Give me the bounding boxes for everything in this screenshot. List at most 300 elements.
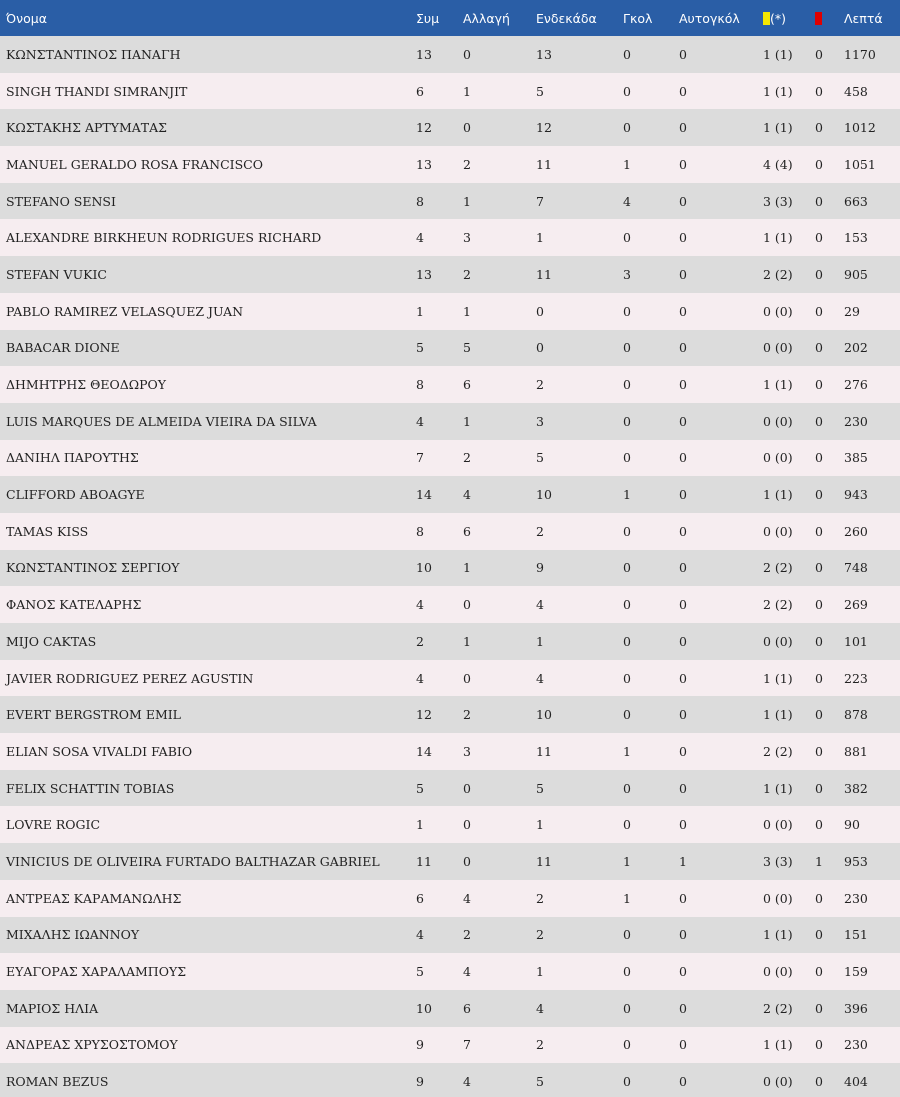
red-cards-cell: 0 [815,927,823,943]
table-row[interactable] [0,366,900,403]
yellow-cards-cell: 0 (0) [763,523,793,539]
table-row[interactable] [0,36,900,73]
table-row[interactable] [0,1027,900,1064]
yellow-cards-cell: 2 (2) [763,266,793,282]
appearances-cell: 12 [416,707,432,723]
table-header-row [0,0,900,36]
table-row[interactable] [0,73,900,110]
red-cards-cell: 1 [815,853,823,869]
red-cards-cell: 0 [815,120,823,136]
starting-cell: 1 [536,817,544,833]
red-cards-cell: 0 [815,450,823,466]
goals-cell: 0 [623,817,631,833]
player-name: ΜΙΧΑΛΗΣ ΙΩΑΝΝΟΥ [6,927,140,943]
goals-cell: 0 [623,964,631,980]
table-row[interactable] [0,476,900,513]
yellow-cards-cell: 0 (0) [763,413,793,429]
appearances-cell: 13 [416,266,432,282]
yellow-cards-cell: 1 (1) [763,780,793,796]
table-row[interactable] [0,770,900,807]
table-row[interactable] [0,440,900,477]
goals-cell: 3 [623,266,631,282]
minutes-cell: 396 [844,1000,868,1016]
player-name: STEFAN VUKIC [6,266,107,282]
appearances-cell: 6 [416,83,424,99]
minutes-cell: 953 [844,853,868,869]
red-cards-cell: 0 [815,817,823,833]
minutes-cell: 1170 [844,46,876,62]
appearances-cell: 5 [416,780,424,796]
table-row[interactable] [0,183,900,220]
own-goals-cell: 0 [679,450,687,466]
player-name: ELIAN SOSA VIVALDI FABIO [6,743,193,759]
goals-cell: 0 [623,780,631,796]
goals-cell: 0 [623,560,631,576]
substitutions-cell: 5 [463,340,471,356]
appearances-cell: 10 [416,560,432,576]
minutes-cell: 382 [844,780,868,796]
own-goals-cell: 0 [679,780,687,796]
yellow-cards-cell: 0 (0) [763,964,793,980]
header-yellow-cards[interactable] [757,0,809,36]
substitutions-cell: 0 [463,597,471,613]
goals-cell: 4 [623,193,631,209]
header-red-cards[interactable] [809,0,838,36]
substitutions-cell: 2 [463,450,471,466]
minutes-cell: 269 [844,597,868,613]
yellow-cards-cell: 1 (1) [763,1037,793,1053]
red-cards-cell: 0 [815,523,823,539]
own-goals-cell: 0 [679,377,687,393]
yellow-cards-cell: 2 (2) [763,560,793,576]
starting-cell: 4 [536,597,544,613]
goals-cell: 0 [623,1000,631,1016]
table-row[interactable] [0,843,900,880]
goals-cell: 1 [623,853,631,869]
own-goals-cell: 0 [679,560,687,576]
yellow-cards-cell: 0 (0) [763,633,793,649]
starting-cell: 5 [536,1074,544,1090]
starting-cell: 2 [536,927,544,943]
goals-cell: 1 [623,156,631,172]
goals-cell: 0 [623,46,631,62]
starting-cell: 3 [536,413,544,429]
substitutions-cell: 1 [463,560,471,576]
minutes-cell: 1012 [844,120,876,136]
red-cards-cell: 0 [815,560,823,576]
red-cards-cell: 0 [815,780,823,796]
table-row[interactable] [0,513,900,550]
own-goals-cell: 0 [679,707,687,723]
appearances-cell: 4 [416,670,424,686]
starting-cell: 10 [536,707,552,723]
minutes-cell: 905 [844,266,868,282]
own-goals-cell: 0 [679,340,687,356]
own-goals-cell: 0 [679,1074,687,1090]
table-row[interactable] [0,586,900,623]
appearances-cell: 10 [416,1000,432,1016]
player-name: TAMAS KISS [6,523,89,539]
player-name: PABLO RAMIREZ VELASQUEZ JUAN [6,303,244,319]
table-row[interactable] [0,109,900,146]
table-row[interactable] [0,623,900,660]
substitutions-cell: 4 [463,1074,471,1090]
substitutions-cell: 6 [463,523,471,539]
minutes-cell: 1051 [844,156,876,172]
table-row[interactable] [0,550,900,587]
player-name: MANUEL GERALDO ROSA FRANCISCO [6,156,263,172]
table-row[interactable] [0,953,900,990]
appearances-cell: 4 [416,413,424,429]
goals-cell: 0 [623,83,631,99]
minutes-cell: 159 [844,964,868,980]
substitutions-cell: 4 [463,890,471,906]
table-row[interactable] [0,990,900,1027]
table-row[interactable] [0,256,900,293]
starting-cell: 13 [536,46,552,62]
player-name: ΚΩΝΣΤΑΝΤΙΝΟΣ ΠΑΝΑΓΗ [6,46,181,62]
own-goals-cell: 0 [679,743,687,759]
minutes-cell: 223 [844,670,868,686]
own-goals-cell: 0 [679,230,687,246]
minutes-cell: 90 [844,817,860,833]
red-cards-cell: 0 [815,266,823,282]
starting-cell: 1 [536,230,544,246]
red-cards-cell: 0 [815,377,823,393]
minutes-cell: 230 [844,1037,868,1053]
player-name: ALEXANDRE BIRKHEUN RODRIGUES RICHARD [6,230,322,246]
substitutions-cell: 0 [463,853,471,869]
table-row[interactable] [0,806,900,843]
starting-cell: 11 [536,266,552,282]
appearances-cell: 13 [416,46,432,62]
substitutions-cell: 3 [463,743,471,759]
starting-cell: 12 [536,120,552,136]
goals-cell: 0 [623,670,631,686]
yellow-cards-cell: 2 (2) [763,743,793,759]
player-name: FELIX SCHATTIN TOBIAS [6,780,175,796]
goals-cell: 1 [623,743,631,759]
minutes-cell: 276 [844,377,868,393]
own-goals-cell: 0 [679,413,687,429]
own-goals-cell: 0 [679,487,687,503]
substitutions-cell: 3 [463,230,471,246]
starting-cell: 4 [536,1000,544,1016]
player-name: STEFANO SENSI [6,193,116,209]
substitutions-cell: 0 [463,120,471,136]
substitutions-cell: 4 [463,964,471,980]
red-cards-cell: 0 [815,1037,823,1053]
player-name: ΦΑΝΟΣ ΚΑΤΕΛΑΡΗΣ [6,597,142,613]
substitutions-cell: 2 [463,707,471,723]
yellow-cards-cell: 3 (3) [763,193,793,209]
appearances-cell: 6 [416,890,424,906]
goals-cell: 0 [623,523,631,539]
table-row[interactable] [0,917,900,954]
red-cards-cell: 0 [815,743,823,759]
player-name: CLIFFORD ABOAGYE [6,487,145,503]
appearances-cell: 8 [416,377,424,393]
yellow-cards-cell: 0 (0) [763,817,793,833]
own-goals-cell: 0 [679,1000,687,1016]
own-goals-cell: 0 [679,597,687,613]
player-name: BABACAR DIONE [6,340,120,356]
table-row[interactable] [0,696,900,733]
own-goals-cell: 1 [679,853,687,869]
starting-cell: 5 [536,83,544,99]
yellow-suffix: (*) [770,10,787,26]
appearances-cell: 4 [416,927,424,943]
appearances-cell: 1 [416,303,424,319]
minutes-cell: 29 [844,303,860,319]
player-name: EVERT BERGSTROM EMIL [6,707,181,723]
appearances-cell: 4 [416,230,424,246]
red-cards-cell: 0 [815,1074,823,1090]
goals-cell: 0 [623,633,631,649]
starting-cell: 11 [536,156,552,172]
red-cards-cell: 0 [815,156,823,172]
minutes-cell: 663 [844,193,868,209]
red-cards-cell: 0 [815,193,823,209]
yellow-cards-cell: 1 (1) [763,707,793,723]
minutes-cell: 153 [844,230,868,246]
player-name: MIJO CAKTAS [6,633,97,649]
goals-cell: 0 [623,707,631,723]
own-goals-cell: 0 [679,1037,687,1053]
red-cards-cell: 0 [815,487,823,503]
red-cards-cell: 0 [815,670,823,686]
yellow-cards-cell: 2 (2) [763,597,793,613]
header-substitutions[interactable]: Αλλαγή [463,10,510,26]
substitutions-cell: 0 [463,46,471,62]
header-name[interactable]: Όνομα [6,10,47,26]
goals-cell: 0 [623,413,631,429]
appearances-cell: 5 [416,964,424,980]
player-name: ΑΝΔΡΕΑΣ ΧΡΥΣΟΣΤΟΜΟΥ [6,1037,178,1053]
own-goals-cell: 0 [679,156,687,172]
substitutions-cell: 1 [463,303,471,319]
player-name: ΔΗΜΗΤΡΗΣ ΘΕΟΔΩΡΟΥ [6,377,167,393]
table-row[interactable] [0,293,900,330]
player-name: JAVIER RODRIGUEZ PEREZ AGUSTIN [6,670,254,686]
goals-cell: 0 [623,303,631,319]
goals-cell: 0 [623,120,631,136]
appearances-cell: 1 [416,817,424,833]
goals-cell: 0 [623,927,631,943]
own-goals-cell: 0 [679,83,687,99]
minutes-cell: 151 [844,927,868,943]
substitutions-cell: 6 [463,1000,471,1016]
player-name: ΑΝΤΡΕΑΣ ΚΑΡΑΜΑΝΩΛΗΣ [6,890,182,906]
header-own-goals[interactable]: Αυτογκόλ [679,10,740,26]
table-row[interactable] [0,1063,900,1097]
own-goals-cell: 0 [679,120,687,136]
minutes-cell: 385 [844,450,868,466]
goals-cell: 0 [623,450,631,466]
starting-cell: 5 [536,780,544,796]
appearances-cell: 13 [416,156,432,172]
own-goals-cell: 0 [679,303,687,319]
yellow-cards-cell: 0 (0) [763,890,793,906]
minutes-cell: 458 [844,83,868,99]
substitutions-cell: 7 [463,1037,471,1053]
red-cards-cell: 0 [815,340,823,356]
starting-cell: 0 [536,303,544,319]
own-goals-cell: 0 [679,633,687,649]
red-cards-cell: 0 [815,633,823,649]
substitutions-cell: 2 [463,266,471,282]
substitutions-cell: 1 [463,193,471,209]
red-cards-cell: 0 [815,303,823,319]
yellow-cards-cell: 0 (0) [763,303,793,319]
player-name: ΚΩΝΣΤΑΝΤΙΝΟΣ ΣΕΡΓΙΟΥ [6,560,180,576]
red-cards-cell: 0 [815,413,823,429]
appearances-cell: 8 [416,523,424,539]
appearances-cell: 9 [416,1037,424,1053]
substitutions-cell: 4 [463,487,471,503]
substitutions-cell: 0 [463,780,471,796]
starting-cell: 7 [536,193,544,209]
table-row[interactable] [0,219,900,256]
player-name: ROMAN BEZUS [6,1074,109,1090]
substitutions-cell: 2 [463,927,471,943]
player-name: VINICIUS DE OLIVEIRA FURTADO BALTHAZAR GABRIEL [6,853,380,869]
starting-cell: 10 [536,487,552,503]
player-name: SINGH THANDI SIMRANJIT [6,83,188,99]
red-cards-cell: 0 [815,230,823,246]
appearances-cell: 7 [416,450,424,466]
own-goals-cell: 0 [679,890,687,906]
minutes-cell: 101 [844,633,868,649]
table-body [0,36,900,1097]
player-name: ΕΥΑΓΟΡΑΣ ΧΑΡΑΛΑΜΠΟΥΣ [6,964,187,980]
yellow-cards-cell: 1 (1) [763,670,793,686]
goals-cell: 0 [623,597,631,613]
goals-cell: 0 [623,1037,631,1053]
minutes-cell: 881 [844,743,868,759]
minutes-cell: 943 [844,487,868,503]
minutes-cell: 878 [844,707,868,723]
table-row[interactable] [0,330,900,367]
starting-cell: 1 [536,633,544,649]
table-row[interactable] [0,733,900,770]
substitutions-cell: 1 [463,413,471,429]
goals-cell: 0 [623,1074,631,1090]
starting-cell: 2 [536,890,544,906]
player-name: ΜΑΡΙΟΣ ΗΛΙΑ [6,1000,99,1016]
substitutions-cell: 0 [463,670,471,686]
starting-cell: 1 [536,964,544,980]
minutes-cell: 260 [844,523,868,539]
red-cards-cell: 0 [815,83,823,99]
yellow-cards-cell: 1 (1) [763,46,793,62]
yellow-cards-cell: 1 (1) [763,927,793,943]
minutes-cell: 404 [844,1074,868,1090]
appearances-cell: 4 [416,597,424,613]
starting-cell: 9 [536,560,544,576]
yellow-cards-cell: 1 (1) [763,487,793,503]
appearances-cell: 8 [416,193,424,209]
red-card-icon [815,12,822,25]
yellow-cards-cell: 1 (1) [763,83,793,99]
yellow-cards-cell: 0 (0) [763,450,793,466]
red-cards-cell: 0 [815,46,823,62]
starting-cell: 11 [536,743,552,759]
red-cards-cell: 0 [815,964,823,980]
yellow-cards-cell: 1 (1) [763,120,793,136]
substitutions-cell: 2 [463,156,471,172]
player-name: LOVRE ROGIC [6,817,101,833]
own-goals-cell: 0 [679,266,687,282]
table-row[interactable] [0,146,900,183]
goals-cell: 0 [623,377,631,393]
table-row[interactable] [0,403,900,440]
own-goals-cell: 0 [679,523,687,539]
own-goals-cell: 0 [679,817,687,833]
minutes-cell: 748 [844,560,868,576]
substitutions-cell: 0 [463,817,471,833]
yellow-cards-cell: 0 (0) [763,340,793,356]
yellow-cards-cell: 3 (3) [763,853,793,869]
appearances-cell: 2 [416,633,424,649]
own-goals-cell: 0 [679,964,687,980]
appearances-cell: 14 [416,743,432,759]
appearances-cell: 14 [416,487,432,503]
player-name: ΚΩΣΤΑΚΗΣ ΑΡΤΥΜΑΤΑΣ [6,120,168,136]
red-cards-cell: 0 [815,597,823,613]
goals-cell: 1 [623,487,631,503]
header-starting[interactable]: Ενδεκάδα [536,10,597,26]
yellow-cards-cell: 1 (1) [763,230,793,246]
starting-cell: 5 [536,450,544,466]
starting-cell: 2 [536,1037,544,1053]
substitutions-cell: 1 [463,633,471,649]
minutes-cell: 230 [844,413,868,429]
own-goals-cell: 0 [679,193,687,209]
appearances-cell: 9 [416,1074,424,1090]
table-row[interactable] [0,660,900,697]
appearances-cell: 11 [416,853,432,869]
goals-cell: 1 [623,890,631,906]
header-appearances[interactable]: Συμ [416,10,440,26]
own-goals-cell: 0 [679,46,687,62]
starting-cell: 4 [536,670,544,686]
starting-cell: 2 [536,377,544,393]
own-goals-cell: 0 [679,927,687,943]
yellow-cards-cell: 0 (0) [763,1074,793,1090]
red-cards-cell: 0 [815,707,823,723]
yellow-cards-cell: 2 (2) [763,1000,793,1016]
goals-cell: 0 [623,230,631,246]
starting-cell: 2 [536,523,544,539]
table-row[interactable] [0,880,900,917]
appearances-cell: 12 [416,120,432,136]
player-name: LUIS MARQUES DE ALMEIDA VIEIRA DA SILVA [6,413,317,429]
header-goals[interactable]: Γκολ [623,10,653,26]
header-minutes[interactable]: Λεπτά [844,10,883,26]
red-cards-cell: 0 [815,1000,823,1016]
starting-cell: 11 [536,853,552,869]
goals-cell: 0 [623,340,631,356]
minutes-cell: 202 [844,340,868,356]
substitutions-cell: 6 [463,377,471,393]
red-cards-cell: 0 [815,890,823,906]
yellow-cards-cell: 4 (4) [763,156,793,172]
yellow-cards-cell: 1 (1) [763,377,793,393]
appearances-cell: 5 [416,340,424,356]
yellow-card-icon [763,12,770,25]
starting-cell: 0 [536,340,544,356]
